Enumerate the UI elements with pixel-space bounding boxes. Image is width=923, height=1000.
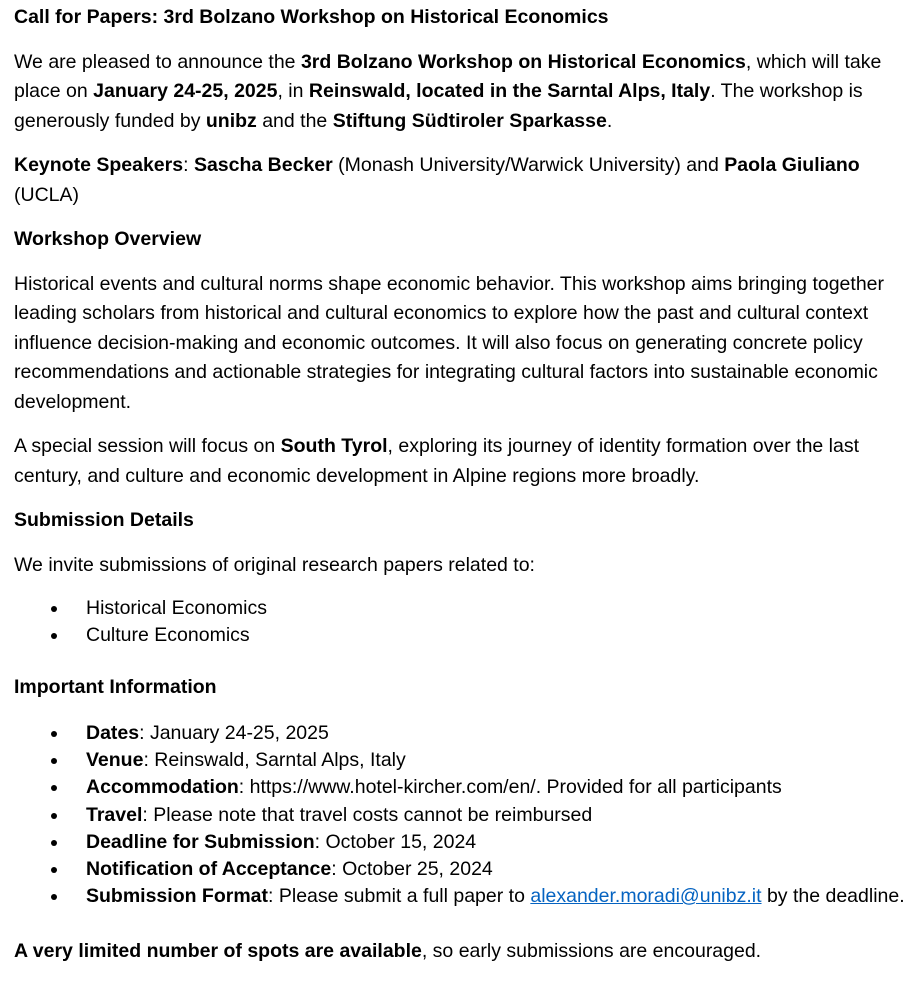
overview-heading: Workshop Overview [14,228,202,250]
list-item: Deadline for Submission: October 15, 2024 [14,829,923,856]
list-item: Dates: January 24-25, 2025 [14,720,923,747]
list-item: Notification of Acceptance: October 25, 2024 [14,856,923,883]
bullet-icon [51,731,57,737]
list-item: Culture Economics [14,622,923,649]
info-list [14,720,923,910]
bullet-icon [51,894,57,900]
important-info-heading: Important Information [14,676,217,699]
overview-paragraph: Historical events and cultural norms shape economic behavior. This workshop aims bringing together leading scholars from historical and cultural economics to explore how the past and cultural context influence decision-making and economic outcomes. It will also focus on generating concrete policy recommendations and actionable strategies for integrating cultural factors into sustainable economic development. [14,272,884,413]
email-link[interactable]: alexander.moradi@unibz.it [530,885,762,908]
bullet-icon [51,867,57,873]
list-item: Venue: Reinswald, Sarntal Alps, Italy [14,747,923,774]
list-item: Submission Format: Please submit a full paper to alexander.moradi@unibz.it by the deadline. [14,883,923,910]
page-title: Call for Papers: 3rd Bolzano Workshop on Historical Economics [14,6,609,28]
bullet-icon [51,606,57,612]
submission-intro: We invite submissions of original research papers related to: [14,553,535,576]
submission-heading: Submission Details [14,509,194,531]
intro-paragraph: We are pleased to announce the 3rd Bolzano Workshop on Historical Economics, which will take place on January 24-25, 2025, in Reinswald, located in the Sarntal Alps, Italy. The workshop is generously funded by unibz and the Stiftung Südtiroler Sparkasse. [14,50,882,132]
list-item: Travel: Please note that travel costs cannot be reimbursed [14,802,923,829]
topics-list [14,595,923,649]
bullet-icon [51,633,57,639]
list-item: Accommodation: https://www.hotel-kircher.com/en/. Provided for all participants [14,774,923,801]
bullet-icon [51,758,57,764]
bullet-icon [51,813,57,819]
list-item: Historical Economics [14,595,923,622]
bullet-icon [51,785,57,791]
closing-paragraph: A very limited number of spots are available, so early submissions are encouraged. [14,940,762,963]
bullet-icon [51,840,57,846]
keynote-speakers: Keynote Speakers: Sascha Becker (Monash University/Warwick University) and Paola Giuliano (UCLA) [14,154,860,206]
special-session-paragraph: A special session will focus on South Tyrol, exploring its journey of identity formation over the last century, and culture and economic development in Alpine regions more broadly. [14,435,860,487]
